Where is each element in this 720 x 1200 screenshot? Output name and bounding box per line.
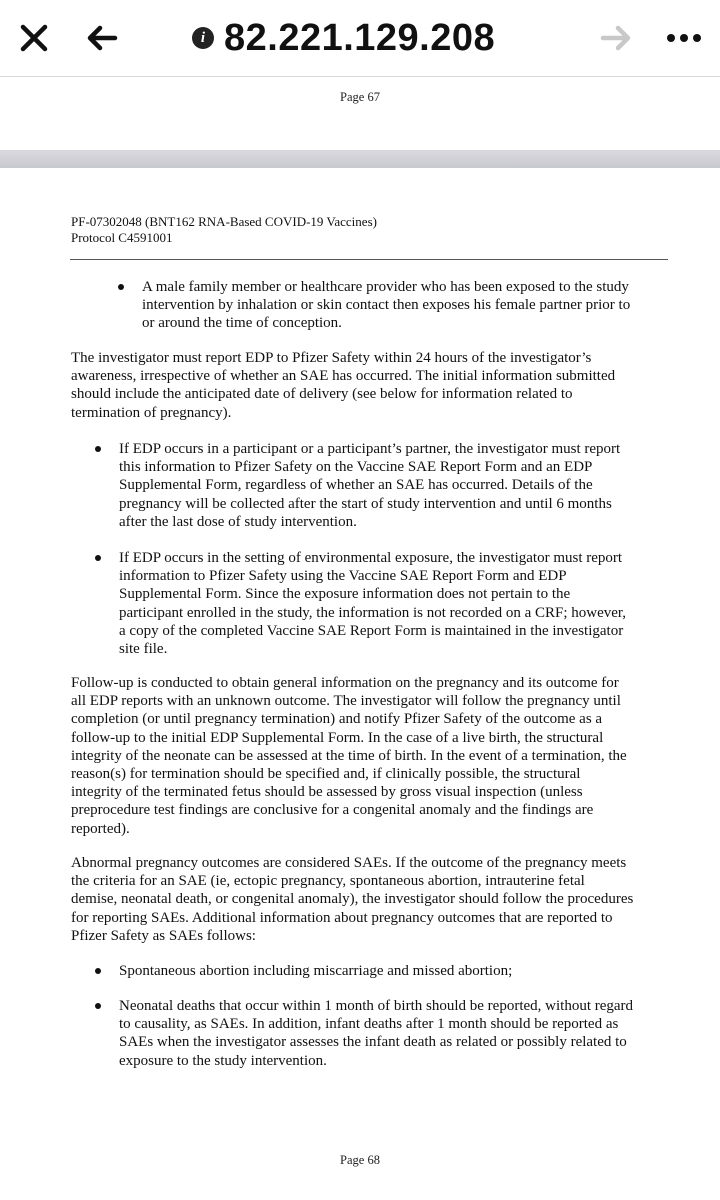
text-line: completion (or until pregnancy termination) and notify Pfizer Safety of the outcome as a: [71, 711, 603, 728]
text-line: reason(s) for termination should be specified and, if clinically possible, the structural: [71, 766, 581, 783]
text-line: The investigator must report EDP to Pfizer Safety within 24 hours of the investigator’s: [71, 350, 592, 366]
text-line: Neonatal deaths that occur within 1 month of birth should be reported, without regard: [119, 998, 634, 1014]
forward-arrow-icon[interactable]: [596, 18, 636, 58]
browser-toolbar: [0, 0, 720, 77]
text-line: site file.: [119, 641, 168, 658]
text-line: Abnormal pregnancy outcomes are considered SAEs. If the outcome of the pregnancy meets: [71, 855, 627, 871]
text-line: integrity of the terminated fetus should be assessed by gross visual inspection (unless: [71, 784, 583, 801]
header-line1: PF-07302048 (BNT162 RNA-Based COVID-19 Vaccines): [71, 214, 377, 229]
text-line: pregnancy will be collected after the start of study intervention and until 6 months: [119, 495, 612, 512]
text-line: follow-up to the initial EDP Supplemental Form. In the case of a live birth, the structural: [71, 729, 604, 746]
text-line: Supplemental Form, regardless of whether an SAE has occurred. Details of the: [119, 477, 593, 494]
text-line: Spontaneous abortion including miscarriage and missed abortion;: [119, 963, 513, 979]
text-line: Pfizer Safety as SAEs follows:: [71, 927, 256, 944]
header-rule: [70, 259, 668, 260]
text-line: Follow-up is conducted to obtain general information on the pregnancy and its outcome for: [71, 675, 619, 691]
text-line: all EDP reports with an unknown outcome. The investigator will follow the pregnancy until: [71, 693, 621, 710]
text-line: If EDP occurs in the setting of environmental exposure, the investigator must report: [119, 550, 623, 566]
info-icon[interactable]: i: [192, 27, 214, 49]
text-line: demise, neonatal death, or congenital anomaly), the investigator should follow the procedures: [71, 891, 634, 908]
page-number-bottom: Page 68: [340, 1153, 380, 1167]
document-header: [71, 214, 377, 246]
text-line: integrity of the neonate can be assessed at the time of birth. In the event of a termination, the: [71, 747, 627, 764]
text-line: information to Pfizer Safety using the Vaccine SAE Report Form and EDP: [119, 568, 567, 585]
text-line: a copy of the completed Vaccine SAE Report Form is maintained in the investigator: [119, 622, 624, 639]
more-options-icon[interactable]: [664, 18, 704, 58]
bullet-edp-environmental: [119, 549, 679, 658]
text-line: If EDP occurs in a participant or a participant’s partner, the investigator must report: [119, 441, 621, 457]
back-arrow-icon[interactable]: [82, 18, 122, 58]
header-line2: Protocol C4591001: [71, 230, 173, 245]
text-line: termination of pregnancy).: [71, 404, 232, 421]
bullet-spontaneous-abortion: [119, 962, 679, 980]
bullet-male-exposure: [142, 278, 702, 333]
bullet-dot: [118, 284, 124, 290]
page-separator: [0, 150, 720, 168]
bullet-dot: [95, 1003, 101, 1009]
text-line: exposure to the study intervention.: [119, 1052, 327, 1069]
text-line: SAEs when the investigator assesses the infant death as related or possibly related to: [119, 1034, 627, 1051]
paragraph-follow-up: [71, 674, 671, 838]
address-bar[interactable]: [192, 14, 495, 62]
text-line: intervention by inhalation or skin contact then exposes his female partner prior to: [142, 297, 631, 314]
page-number-top: Page 67: [340, 90, 380, 104]
text-line: or around the time of conception.: [142, 315, 342, 332]
text-line: A male family member or healthcare provider who has been exposed to the study: [142, 279, 629, 295]
text-line: participant enrolled in the study, the information is not recorded on a CRF; however,: [119, 604, 627, 621]
text-line: preprocedure test findings are conclusive for a congenital anomaly and the findings are: [71, 802, 594, 819]
bullet-dot: [95, 555, 101, 561]
url-text: 82.221.129.208: [224, 16, 496, 59]
text-line: should include the anticipated date of delivery (see below for information related to: [71, 386, 573, 403]
text-line: awareness, irrespective of whether an SAE has occurred. The initial information submitted: [71, 368, 616, 385]
text-line: after the last dose of study intervention.: [119, 513, 357, 530]
text-line: this information to Pfizer Safety on the Vaccine SAE Report Form and an EDP: [119, 459, 593, 476]
bullet-edp-participant: [119, 440, 679, 531]
bullet-dot: [95, 446, 101, 452]
bullet-neonatal-deaths: [119, 997, 679, 1070]
text-line: the criteria for an SAE (ie, ectopic pregnancy, spontaneous abortion, intrauterine fetal: [71, 873, 585, 890]
text-line: Supplemental Form. Since the exposure information does not pertain to the: [119, 586, 571, 603]
paragraph-abnormal-outcomes: [71, 854, 671, 945]
close-icon[interactable]: [14, 18, 54, 58]
text-line: for reporting SAEs. Additional information about pregnancy outcomes that are reported to: [71, 909, 613, 926]
text-line: to causality, as SAEs. In addition, infant deaths after 1 month should be reported as: [119, 1016, 619, 1033]
paragraph-report-edp: [71, 349, 671, 422]
bullet-dot: [95, 968, 101, 974]
text-line: reported).: [71, 820, 130, 837]
